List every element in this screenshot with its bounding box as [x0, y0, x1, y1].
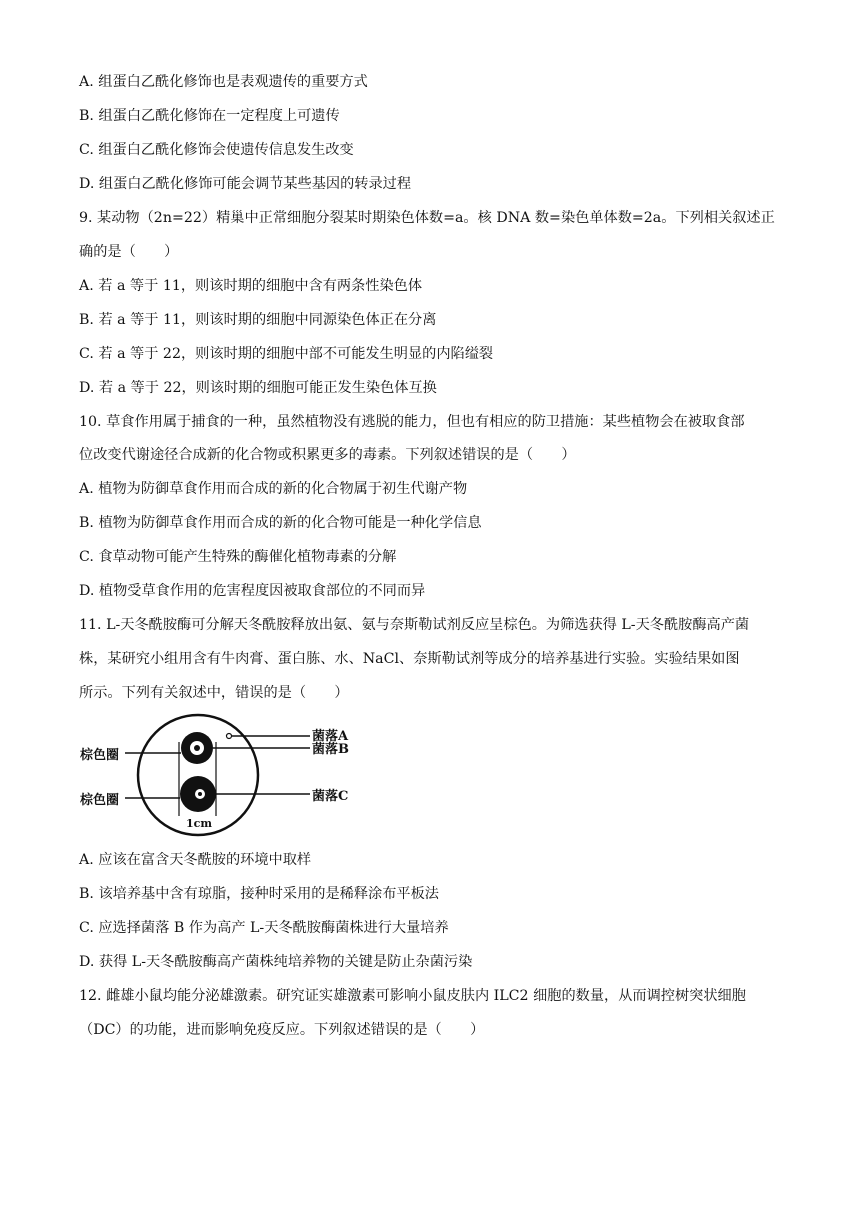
line-14: C. 食草动物可能产生特殊的酶催化植物毒素的分解	[79, 549, 397, 565]
line-9: D. 若 a 等于 22，则该时期的细胞可能正发生染色体互换	[79, 380, 437, 396]
line-19: A. 应该在富含天冬酰胺的环境中取样	[79, 852, 312, 868]
petri-dish-figure	[78, 712, 368, 838]
line-10: 10. 草食作用属于捕食的一种，虽然植物没有逃脱的能力，但也有相应的防卫措施：某些植物会在被取食部	[79, 414, 745, 430]
line-17: 株，某研究小组用含有牛肉膏、蛋白胨、水、NaCl、奈斯勒试剂等成分的培养基进行实验。实验结果如图	[79, 651, 740, 667]
line-23: 12. 雌雄小鼠均能分泌雄激素。研究证实雄激素可影响小鼠皮肤内 ILC2 细胞的数量，从而调控树突状细胞	[79, 988, 746, 1004]
line-4: 9. 某动物（2n=22）精巢中正常细胞分裂某时期染色体数=a。核 DNA 数=染色单体数=2a。下列相关叙述正	[79, 210, 775, 226]
line-13: B. 植物为防御草食作用而合成的新的化合物可能是一种化学信息	[79, 515, 482, 531]
line-16: 11. L-天冬酰胺酶可分解天冬酰胺释放出氨、氨与奈斯勒试剂反应呈棕色。为筛选获得 L-天冬酰胺酶高产菌	[79, 617, 750, 633]
line-5: 确的是（ ）	[79, 244, 179, 260]
line-22: D. 获得 L-天冬酰胺酶高产菌株纯培养物的关键是防止杂菌污染	[79, 954, 473, 970]
line-24: （DC）的功能，进而影响免疫反应。下列叙述错误的是（ ）	[79, 1022, 485, 1038]
colony-a	[227, 734, 232, 739]
line-20: B. 该培养基中含有琼脂，接种时采用的是稀释涂布平板法	[79, 886, 439, 902]
line-12: A. 植物为防御草食作用而合成的新的化合物属于初生代谢产物	[79, 481, 468, 497]
scale-label: 1cm	[186, 817, 212, 830]
line-15: D. 植物受草食作用的危害程度因被取食部位的不同而异	[79, 583, 426, 599]
line-0: A. 组蛋白乙酰化修饰也是表观遗传的重要方式	[79, 74, 368, 90]
line-1: B. 组蛋白乙酰化修饰在一定程度上可遗传	[79, 108, 340, 124]
line-3: D. 组蛋白乙酰化修饰可能会调节某些基因的转录过程	[79, 176, 412, 192]
label-brown-ring-1: 棕色圈	[80, 748, 120, 763]
label-colony-a: 菌落A	[312, 729, 349, 744]
line-6: A. 若 a 等于 11，则该时期的细胞中含有两条性染色体	[79, 278, 423, 294]
line-21: C. 应选择菌落 B 作为高产 L-天冬酰胺酶菌株进行大量培养	[79, 920, 449, 936]
line-11: 位改变代谢途径合成新的化合物或积累更多的毒素。下列叙述错误的是（ ）	[79, 447, 576, 463]
line-7: B. 若 a 等于 11，则该时期的细胞中同源染色体正在分离	[79, 312, 437, 328]
line-8: C. 若 a 等于 22，则该时期的细胞中部不可能发生明显的内陷缢裂	[79, 346, 494, 362]
line-2: C. 组蛋白乙酰化修饰会使遗传信息发生改变	[79, 142, 354, 158]
label-colony-c: 菌落C	[312, 789, 349, 804]
label-colony-b: 菌落B	[312, 742, 349, 757]
label-brown-ring-2: 棕色圈	[80, 793, 120, 808]
line-18: 所示。下列有关叙述中，错误的是（ ）	[79, 685, 349, 701]
